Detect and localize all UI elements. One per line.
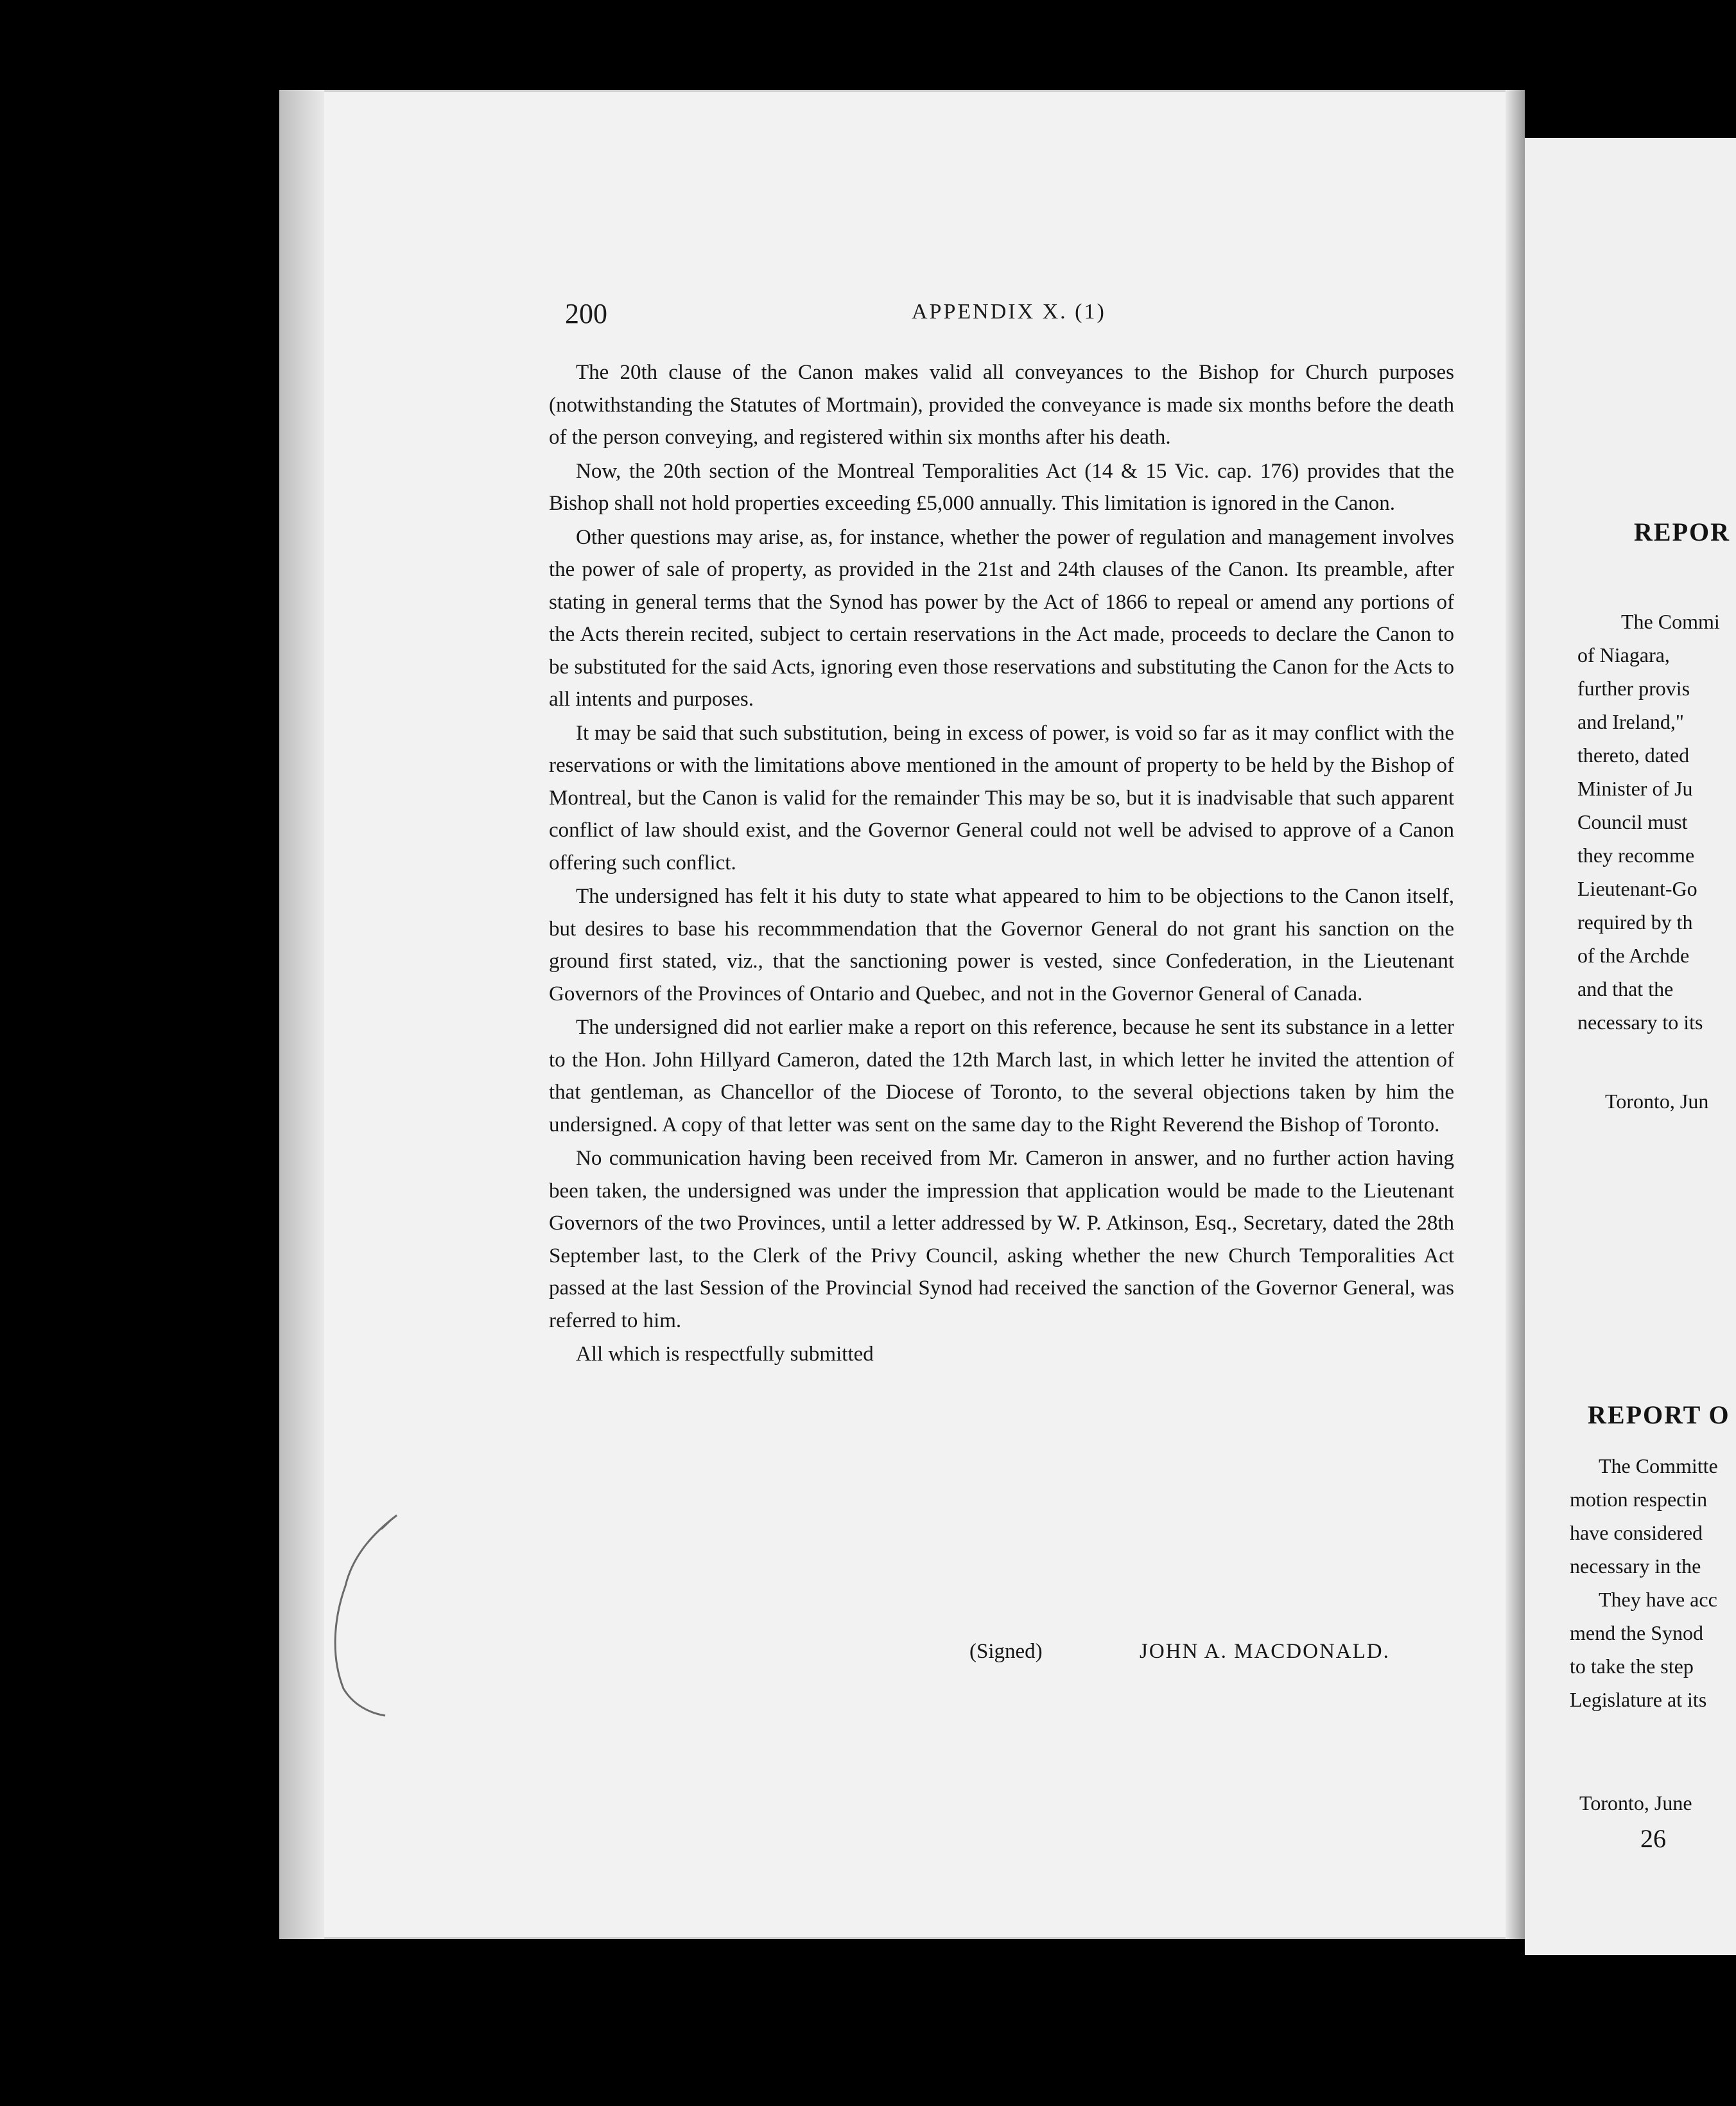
facing-line: necessary to its xyxy=(1577,1011,1703,1034)
paragraph: Other questions may arise, as, for instance, whether the power of regulation and management involves the power of sale of property, as provided in the 21st and 24th clauses of the Canon. Its preamble, after stating in general terms that the Synod has power by the Act of 1866 to repeal or amend any portions of the Acts therein recited, subject to certain reservations in the Act made, proceeds to declare the Canon to be substituted for the said Acts, ignoring even those reservations and substituting the Canon for the Acts to all intents and purposes. xyxy=(549,525,1454,711)
facing-heading: REPORT O xyxy=(1588,1400,1730,1429)
facing-line: and that the xyxy=(1577,977,1674,1000)
facing-line: and Ireland," xyxy=(1577,710,1684,733)
paragraph: The undersigned has felt it his duty to state what appeared to him to be objections to the Canon itself, but desires to base his recommmendation that the Governor General do not grant his sanction on the ground first stated, viz., that the sanctioning power is vested, since Confederation, in the Lieutenant Governors of the Provinces of Ontario and Quebec, and not in the Governor General of Canada. xyxy=(549,885,1454,1005)
facing-line: have considered xyxy=(1570,1521,1703,1544)
facing-heading: REPOR xyxy=(1634,518,1730,546)
paragraph: The 20th clause of the Canon makes valid all conveyances to the Bishop for Church purposes (notwithstanding the Statutes of Mortmain), provided the conveyance is made six months before the death of the person conveying, and registered within six months after his death. xyxy=(549,361,1454,449)
facing-line: They have acc xyxy=(1599,1588,1717,1611)
facing-line: necessary in the xyxy=(1570,1554,1701,1578)
facing-line: of the Archde xyxy=(1577,944,1690,967)
signed-label: (Signed) xyxy=(969,1640,1043,1663)
facing-line: The Committe xyxy=(1599,1454,1718,1477)
facing-line: thereto, dated xyxy=(1577,744,1690,767)
paragraph: The undersigned did not earlier make a report on this reference, because he sent its substance in a letter to the Hon. John Hillyard Cameron, dated the 12th March last, in which letter he invited the attention of that gentleman, as Chancellor of the Diocese of Toronto, to the several objections taken by him the undersigned. A copy of that letter was sent on the same day to the Right Reverend the Bishop of Toronto. xyxy=(549,1016,1454,1136)
facing-line: to take the step xyxy=(1570,1655,1694,1678)
facing-line: The Commi xyxy=(1621,610,1720,633)
running-head: APPENDIX X. (1) xyxy=(912,300,1106,324)
facing-line: Legislature at its xyxy=(1570,1688,1707,1711)
paragraph: All which is respectfully submitted xyxy=(576,1343,874,1366)
facing-line: motion respectin xyxy=(1570,1488,1708,1511)
facing-page-number: 26 xyxy=(1640,1824,1666,1853)
facing-line: Council must xyxy=(1577,810,1688,833)
signatory-name: JOHN A. MACDONALD. xyxy=(1140,1640,1390,1663)
facing-line: of Niagara, xyxy=(1577,643,1670,666)
facing-dateline: Toronto, Jun xyxy=(1605,1090,1709,1113)
page-number: 200 xyxy=(565,298,607,329)
signature-line xyxy=(969,1640,1419,1672)
facing-line: further provis xyxy=(1577,677,1690,700)
facing-dateline: Toronto, June xyxy=(1579,1791,1692,1814)
facing-line: required by th xyxy=(1577,910,1693,934)
facing-line: they recomme xyxy=(1577,844,1695,867)
facing-line: Minister of Ju xyxy=(1577,777,1693,800)
facing-line: Lieutenant-Go xyxy=(1577,877,1697,900)
paragraph: It may be said that such substitution, being in excess of power, is void so far as it may conflict with the reservations or with the limitations above mentioned in the amount of property to be held by the Bishop of Montreal, but the Canon is valid for the remainder This may be so, but it is inadvisable that such apparent conflict of law should exist, and the Governor General could not well be advised to approve of a Canon offering such conflict. xyxy=(549,721,1454,875)
paragraph: No communication having been received from Mr. Cameron in answer, and no further action having been taken, the undersigned was under the impression that application would be made to the Lieutenant Governors of the two Provinces, until a letter addressed by W. P. Atkinson, Esq., Secretary, dated the 28th September last, to the Clerk of the Privy Council, asking whether the new Church Temporalities Act passed at the last Session of the Provincial Synod had received the sanction of the Governor General, was referred to him. xyxy=(549,1147,1454,1332)
facing-page xyxy=(1525,138,1736,1955)
body-text xyxy=(549,356,1454,1372)
facing-line: mend the Synod xyxy=(1570,1621,1703,1644)
page-header xyxy=(565,297,1451,336)
book-gutter xyxy=(1506,90,1525,1939)
pencil-bracket-mark xyxy=(315,1509,404,1721)
paragraph: Now, the 20th section of the Montreal Temporalities Act (14 & 15 Vic. cap. 176) provides that the Bishop shall not hold properties exceeding £5,000 annually. This limitation is ignored in the Canon. xyxy=(549,459,1454,515)
